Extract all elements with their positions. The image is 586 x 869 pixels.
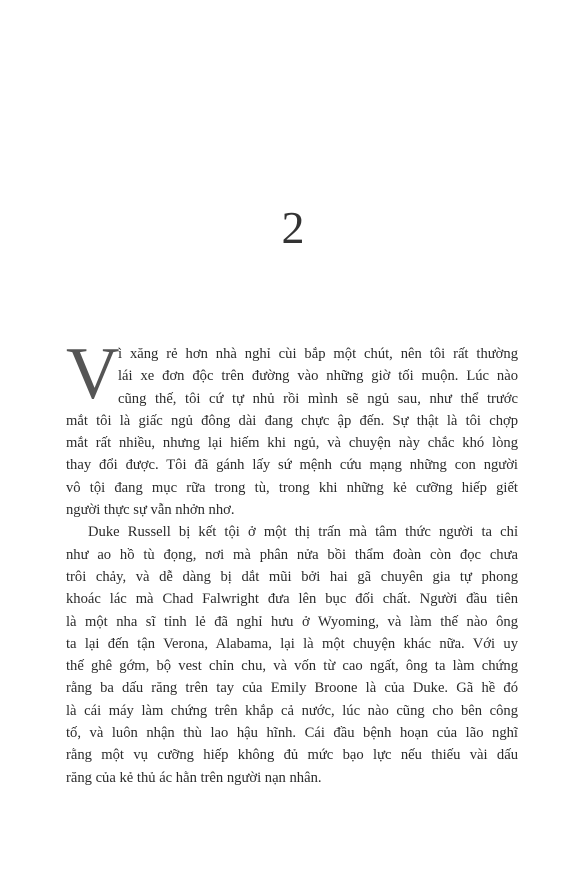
paragraph-1 [66, 343, 518, 521]
text-line: răng của kẻ thủ ác hằn trên người nạn nhân. [66, 769, 322, 786]
text-line: mắt tôi là giấc ngủ đông dài đang chực ập đến. Sự thật là tôi chợp [66, 412, 518, 429]
text-line: trôi chảy, và dễ dàng bị dắt mũi bởi hai gã chuyên gia tự phong [66, 568, 518, 585]
text-line: cũng thế, tôi cứ tự nhủ rồi mình sẽ ngủ sau, như thể trước [118, 390, 518, 407]
text-line: mắt rất nhiều, nhưng lại hiếm khi ngủ, và chuyện này chắc khó lòng [66, 435, 518, 452]
text-line: ta lại đến tận Verona, Alabama, lại là một chuyện khác nữa. Với uy [66, 635, 518, 652]
text-line: vô tội đang mục rữa trong tù, trong khi những kẻ cưỡng hiếp giết [66, 479, 518, 496]
text-line: rằng một vụ cưỡng hiếp không đủ mức bạo lực nếu thiếu vài dấu [66, 747, 518, 764]
text-line: thay đổi được. Tôi đã gánh lấy sứ mệnh cứu mạng những con người [66, 457, 518, 474]
text-line: người thực sự vẫn nhởn nhơ. [66, 502, 235, 519]
paragraph-2 [66, 521, 518, 789]
text-line: như ao hồ tù đọng, nơi mà phân nửa bồi thẩm đoàn còn đọc chưa [66, 546, 518, 563]
chapter-number: 2 [281, 202, 305, 253]
body-text [66, 333, 518, 789]
text-line: Duke Russell bị kết tội ở một thị trấn mà tâm thức người ta chỉ [88, 524, 518, 541]
text-line: là cái máy làm chứng trên khắp cả nước, lúc nào cũng cho bên công [66, 702, 518, 719]
text-line: lái xe đơn độc trên đường vào những giờ tối muộn. Lúc nào [118, 368, 518, 385]
text-line: là một nha sĩ tỉnh lẻ đã nghỉ hưu ở Wyoming, và làm thế nào ông [66, 613, 518, 630]
text-line: ì xăng rẻ hơn nhà nghỉ cùi bắp một chút, nên tôi rất thường [118, 346, 518, 362]
text-line: thế ghê gớm, bộ vest chỉn chu, và vốn từ cao ngất, ông ta làm chứng [66, 658, 518, 675]
text-line: tố, và luôn nhận thù lao hậu hĩnh. Cái đầu bệnh hoạn của lão nghĩ [66, 725, 518, 742]
text-line: khoác lác mà Chad Falwright đưa lên bục đối chất. Người đầu tiên [66, 591, 518, 608]
drop-cap: V [66, 333, 120, 415]
text-line: rằng ba dấu răng trên tay của Emily Broone là của Duke. Gã hề đó [66, 680, 518, 697]
